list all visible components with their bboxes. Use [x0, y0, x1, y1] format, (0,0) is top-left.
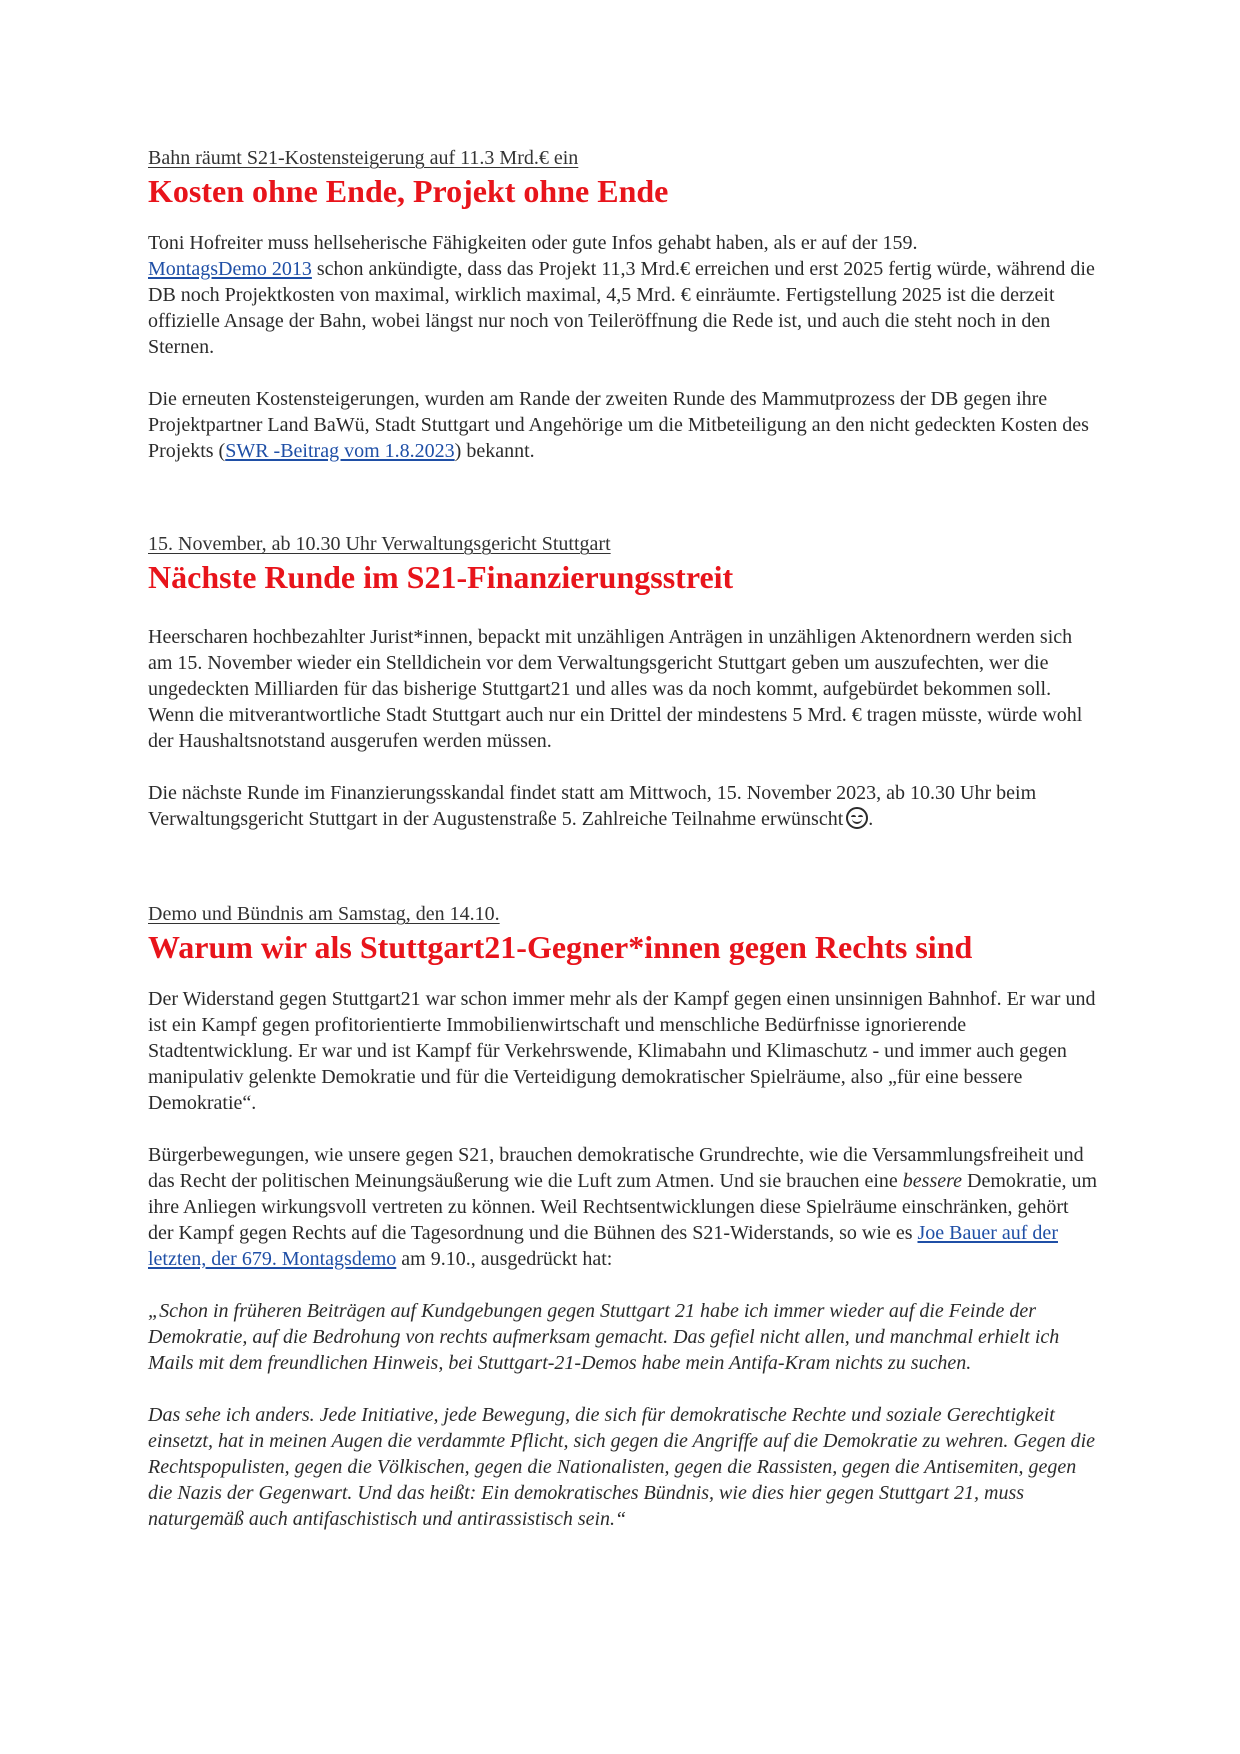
smiley-icon — [846, 807, 868, 829]
paragraph-text: Die nächste Runde im Finanzierungsskandal findet statt am Mittwoch, 15. November 2023, ab 10.30 Uhr beim Verwaltungsgericht Stuttgart in der Augustenstraße 5. Zahlreiche Teilnahme erwünscht — [148, 782, 1037, 830]
montagsdemo-2013-link[interactable]: MontagsDemo 2013 — [148, 258, 312, 280]
article-paragraph: Der Widerstand gegen Stuttgart21 war schon immer mehr als der Kampf gegen einen unsinnigen Bahnhof. Er war und ist ein Kampf gegen profitorientierte Immobilienwirtschaft und menschliche Bedürfnisse ignorierende Stadtentwicklung. Er war und ist Kampf für Verkehrswende, Klimabahn und Klimaschutz - und immer auch gegen manipulativ gelenkte Demokratie und für die Verteidigung demokratischer Spielräume, also „für eine bessere Demokratie“. — [148, 988, 1096, 1114]
paragraph-text: am 9.10., ausgedrückt hat: — [396, 1248, 613, 1270]
article-cost-increase — [148, 146, 1098, 464]
article-kicker: Bahn räumt S21-Kostensteigerung auf 11.3 Mrd.€ ein — [148, 147, 579, 169]
quote-paragraph: „Schon in früheren Beiträgen auf Kundgebungen gegen Stuttgart 21 habe ich immer wieder auf die Feinde der Demokratie, auf die Bedrohung von rechts aufmerksam gemacht. Das gefiel nicht allen, und manchmal erhielt ich Mails mit dem freundlichen Hinweis, bei Stuttgart-21-Demos habe mein Antifa-Kram nichts zu suchen. — [148, 1300, 1060, 1374]
paragraph-text: ) bekannt. — [454, 440, 535, 462]
article-headline: Nächste Runde im S21-Finanzierungsstreit — [148, 559, 734, 595]
article-court-hearing — [148, 532, 1098, 832]
paragraph-text: . — [868, 808, 874, 830]
article-headline: Kosten ohne Ende, Projekt ohne Ende — [148, 173, 669, 209]
paragraph-text: Toni Hofreiter muss hellseherische Fähigkeiten oder gute Infos gehabt haben, als er auf der 159. — [148, 232, 918, 254]
article-paragraph: Heerscharen hochbezahlter Jurist*innen, bepackt mit unzähligen Anträgen in unzähligen Aktenordnern werden sich am 15. November wieder ein Stelldichein vor dem Verwaltungsgericht Stuttgart geben um auszufechten, wer die ungedeckten Milliarden für das bisherige Stuttgart21 und alles was da noch kommt, aufgebürdet bekommen soll. Wenn die mitverantwortliche Stadt Stuttgart auch nur ein Drittel der mindestens 5 Mrd. € tragen müsste, würde wohl der Haushaltsnotstand ausgerufen werden müssen. — [148, 626, 1083, 752]
emphasis-text: bessere — [902, 1170, 963, 1192]
paragraph-text: Die erneuten Kostensteigerungen, wurden am Rande der zweiten Runde des Mammutprozess der DB gegen ihre Projektpartner Land BaWü, Stadt Stuttgart und Angehörige um die Mitbeteiligung an den nicht gedeckten Kosten des Projekts ( — [148, 388, 1089, 462]
article-against-right — [148, 902, 1098, 1532]
paragraph-text: Bürgerbewegungen, wie unsere gegen S21, brauchen demokratische Grundrechte, wie die Versammlungsfreiheit und das Recht der politischen Meinungsäußerung wie die Luft zum Atmen. Und sie brauchen eine — [148, 1144, 1084, 1192]
article-headline: Warum wir als Stuttgart21-Gegner*innen gegen Rechts sind — [148, 929, 973, 965]
swr-beitrag-link[interactable]: SWR -Beitrag vom 1.8.2023 — [225, 440, 455, 462]
quote-paragraph: Das sehe ich anders. Jede Initiative, jede Bewegung, die sich für demokratische Rechte und soziale Gerechtigkeit einsetzt, hat in meinen Augen die verdammte Pflicht, sich gegen die Angriffe auf die Demokratie zu wehren. Gegen die Rechtspopulisten, gegen die Völkischen, gegen die Nationalisten, gegen die Rassisten, gegen die Antisemiten, gegen die Nazis der Gegenwart. Und das heißt: Ein demokratisches Bündnis, wie dies hier gegen Stuttgart 21, muss naturgemäß auch antifaschistisch und antirassistisch sein.“ — [148, 1404, 1096, 1530]
article-kicker: Demo und Bündnis am Samstag, den 14.10. — [148, 903, 500, 925]
paragraph-text: Demokratie, um ihre Anliegen wirkungsvoll vertreten zu können. Weil Rechtsentwicklungen diese Spielräume einschränken, gehört der Kampf gegen Rechts auf die Tagesordnung und die Bühnen des S21-Widerstands, so wie es — [148, 1170, 1098, 1244]
article-kicker: 15. November, ab 10.30 Uhr Verwaltungsgericht Stuttgart — [148, 533, 611, 555]
article-paragraph — [148, 780, 1098, 832]
article-paragraph — [148, 1142, 1098, 1272]
article-paragraph — [148, 386, 1098, 464]
joe-bauer-link[interactable]: Joe Bauer auf der letzten, der 679. Montagsdemo — [148, 1222, 1058, 1270]
article-paragraph — [148, 230, 1098, 360]
paragraph-text: schon ankündigte, dass das Projekt 11,3 Mrd.€ erreichen und erst 2025 fertig würde, während die DB noch Projektkosten von maximal, wirklich maximal, 4,5 Mrd. € einräumte. Fertigstellung 2025 ist die derzeit offizielle Ansage der Bahn, wobei längst nur noch von Teileröffnung die Rede ist, und auch die steht noch in den Sternen. — [148, 258, 1095, 358]
